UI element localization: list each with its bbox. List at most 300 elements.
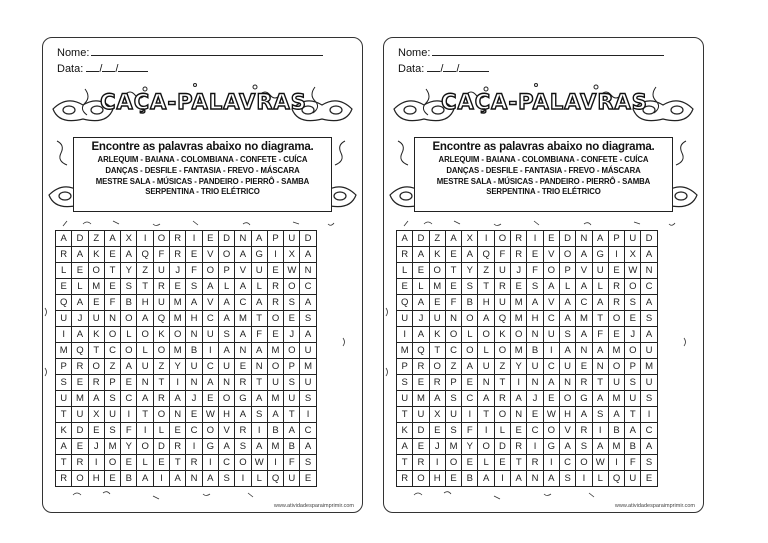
grid-cell[interactable]: M (429, 279, 445, 295)
grid-cell[interactable]: R (170, 247, 186, 263)
grid-cell[interactable]: O (494, 231, 510, 247)
grid-cell[interactable]: N (170, 407, 186, 423)
grid-cell[interactable]: M (608, 391, 624, 407)
grid-cell[interactable]: W (202, 407, 218, 423)
grid-cell[interactable]: L (397, 263, 413, 279)
grid-cell[interactable]: S (56, 375, 72, 391)
grid-cell[interactable]: E (104, 279, 120, 295)
grid-cell[interactable]: A (121, 359, 137, 375)
grid-cell[interactable]: O (445, 327, 461, 343)
grid-cell[interactable]: R (511, 439, 527, 455)
grid-cell[interactable]: A (251, 343, 267, 359)
grid-cell[interactable]: A (543, 471, 559, 487)
grid-cell[interactable]: S (186, 279, 202, 295)
grid-cell[interactable]: V (543, 247, 559, 263)
grid-cell[interactable]: A (413, 327, 429, 343)
grid-cell[interactable]: N (527, 471, 543, 487)
grid-cell[interactable]: X (284, 247, 300, 263)
grid-cell[interactable]: P (284, 359, 300, 375)
grid-cell[interactable]: A (543, 279, 559, 295)
grid-cell[interactable]: E (413, 375, 429, 391)
grid-cell[interactable]: L (462, 327, 478, 343)
grid-cell[interactable]: A (300, 439, 316, 455)
grid-cell[interactable]: A (56, 231, 72, 247)
grid-cell[interactable]: O (202, 423, 218, 439)
grid-cell[interactable]: S (445, 423, 461, 439)
grid-cell[interactable]: S (445, 391, 461, 407)
grid-cell[interactable]: F (625, 455, 641, 471)
grid-cell[interactable]: K (88, 247, 104, 263)
grid-cell[interactable]: A (202, 279, 218, 295)
grid-cell[interactable]: Y (462, 263, 478, 279)
grid-cell[interactable]: L (137, 343, 153, 359)
grid-cell[interactable]: N (511, 407, 527, 423)
grid-cell[interactable]: J (511, 263, 527, 279)
grid-cell[interactable]: M (641, 359, 657, 375)
grid-cell[interactable]: O (284, 279, 300, 295)
grid-cell[interactable]: I (494, 471, 510, 487)
grid-cell[interactable]: S (397, 375, 413, 391)
grid-cell[interactable]: O (137, 439, 153, 455)
grid-cell[interactable]: C (186, 423, 202, 439)
grid-cell[interactable]: M (608, 439, 624, 455)
grid-cell[interactable]: A (592, 439, 608, 455)
grid-cell[interactable]: G (576, 391, 592, 407)
grid-cell[interactable]: O (88, 263, 104, 279)
grid-cell[interactable]: B (462, 471, 478, 487)
grid-cell[interactable]: Y (121, 439, 137, 455)
grid-cell[interactable]: I (608, 247, 624, 263)
grid-cell[interactable]: A (543, 375, 559, 391)
grid-cell[interactable]: O (121, 311, 137, 327)
grid-cell[interactable]: E (170, 423, 186, 439)
grid-cell[interactable]: W (251, 455, 267, 471)
grid-cell[interactable]: A (592, 295, 608, 311)
grid-cell[interactable]: I (186, 231, 202, 247)
grid-cell[interactable]: A (625, 423, 641, 439)
grid-cell[interactable]: R (153, 391, 169, 407)
grid-cell[interactable]: R (56, 247, 72, 263)
grid-cell[interactable]: J (186, 391, 202, 407)
grid-cell[interactable]: O (559, 391, 575, 407)
grid-cell[interactable]: R (494, 391, 510, 407)
grid-cell[interactable]: S (592, 407, 608, 423)
grid-cell[interactable]: A (478, 391, 494, 407)
grid-cell[interactable]: E (121, 455, 137, 471)
grid-cell[interactable]: A (462, 359, 478, 375)
grid-cell[interactable]: G (592, 247, 608, 263)
grid-cell[interactable]: O (494, 343, 510, 359)
grid-cell[interactable]: A (592, 343, 608, 359)
grid-cell[interactable]: I (576, 471, 592, 487)
grid-cell[interactable]: T (592, 311, 608, 327)
grid-cell[interactable]: A (576, 279, 592, 295)
grid-cell[interactable]: C (218, 455, 234, 471)
grid-cell[interactable]: N (186, 327, 202, 343)
grid-cell[interactable]: N (251, 359, 267, 375)
grid-cell[interactable]: S (104, 391, 120, 407)
grid-cell[interactable]: R (576, 375, 592, 391)
grid-cell[interactable]: N (235, 231, 251, 247)
grid-cell[interactable]: Q (608, 471, 624, 487)
grid-cell[interactable]: O (511, 327, 527, 343)
grid-cell[interactable]: M (397, 343, 413, 359)
grid-cell[interactable]: G (251, 247, 267, 263)
grid-cell[interactable]: B (186, 343, 202, 359)
grid-cell[interactable]: F (104, 295, 120, 311)
grid-cell[interactable]: L (137, 455, 153, 471)
grid-cell[interactable]: Z (478, 263, 494, 279)
grid-cell[interactable]: F (186, 263, 202, 279)
grid-cell[interactable]: S (235, 439, 251, 455)
grid-cell[interactable]: U (284, 471, 300, 487)
grid-cell[interactable]: B (625, 439, 641, 455)
grid-cell[interactable]: O (202, 263, 218, 279)
grid-cell[interactable]: R (170, 439, 186, 455)
grid-cell[interactable]: C (576, 295, 592, 311)
grid-cell[interactable]: A (527, 295, 543, 311)
grid-cell[interactable]: F (153, 247, 169, 263)
grid-cell[interactable]: M (445, 439, 461, 455)
grid-cell[interactable]: N (218, 375, 234, 391)
grid-cell[interactable]: D (641, 231, 657, 247)
grid-cell[interactable]: U (641, 343, 657, 359)
grid-cell[interactable]: T (56, 407, 72, 423)
grid-cell[interactable]: Q (72, 343, 88, 359)
grid-cell[interactable]: B (121, 295, 137, 311)
grid-cell[interactable]: E (511, 279, 527, 295)
grid-cell[interactable]: A (462, 247, 478, 263)
grid-cell[interactable]: J (72, 311, 88, 327)
grid-cell[interactable]: U (413, 407, 429, 423)
grid-cell[interactable]: U (218, 359, 234, 375)
grid-cell[interactable]: E (429, 295, 445, 311)
grid-cell[interactable]: A (300, 327, 316, 343)
grid-cell[interactable]: A (202, 471, 218, 487)
grid-cell[interactable]: U (251, 263, 267, 279)
grid-cell[interactable]: I (527, 439, 543, 455)
grid-cell[interactable]: L (413, 279, 429, 295)
grid-cell[interactable]: U (186, 359, 202, 375)
grid-cell[interactable]: E (104, 471, 120, 487)
grid-cell[interactable]: U (284, 231, 300, 247)
grid-cell[interactable]: D (72, 423, 88, 439)
grid-cell[interactable]: S (641, 391, 657, 407)
grid-cell[interactable]: Q (413, 343, 429, 359)
grid-cell[interactable]: E (576, 359, 592, 375)
grid-cell[interactable]: K (429, 327, 445, 343)
grid-cell[interactable]: Y (170, 359, 186, 375)
grid-cell[interactable]: M (576, 311, 592, 327)
grid-cell[interactable]: S (625, 375, 641, 391)
grid-cell[interactable]: C (104, 343, 120, 359)
grid-cell[interactable]: R (235, 423, 251, 439)
grid-cell[interactable]: I (543, 455, 559, 471)
grid-cell[interactable]: E (267, 327, 283, 343)
grid-cell[interactable]: C (543, 311, 559, 327)
grid-cell[interactable]: O (218, 391, 234, 407)
grid-cell[interactable]: T (153, 375, 169, 391)
grid-cell[interactable]: X (121, 231, 137, 247)
grid-cell[interactable]: S (284, 375, 300, 391)
grid-cell[interactable]: T (429, 343, 445, 359)
grid-cell[interactable]: C (543, 359, 559, 375)
grid-cell[interactable]: N (300, 263, 316, 279)
grid-cell[interactable]: Q (56, 295, 72, 311)
grid-cell[interactable]: Z (153, 359, 169, 375)
grid-cell[interactable]: A (218, 295, 234, 311)
grid-cell[interactable]: E (202, 231, 218, 247)
grid-cell[interactable]: R (397, 247, 413, 263)
grid-cell[interactable]: O (153, 343, 169, 359)
grid-cell[interactable]: E (202, 391, 218, 407)
grid-cell[interactable]: U (397, 391, 413, 407)
grid-cell[interactable]: T (592, 375, 608, 391)
grid-cell[interactable]: P (625, 359, 641, 375)
grid-cell[interactable]: T (284, 407, 300, 423)
grid-cell[interactable]: J (429, 439, 445, 455)
grid-cell[interactable]: O (218, 247, 234, 263)
grid-cell[interactable]: V (202, 295, 218, 311)
grid-cell[interactable]: O (576, 455, 592, 471)
grid-cell[interactable]: A (121, 247, 137, 263)
grid-cell[interactable]: N (559, 375, 575, 391)
grid-cell[interactable]: P (445, 375, 461, 391)
grid-cell[interactable]: D (300, 231, 316, 247)
grid-cell[interactable]: Z (104, 359, 120, 375)
grid-cell[interactable]: S (284, 295, 300, 311)
grid-cell[interactable]: U (641, 375, 657, 391)
grid-cell[interactable]: E (88, 423, 104, 439)
grid-cell[interactable]: M (56, 343, 72, 359)
grid-cell[interactable]: O (121, 343, 137, 359)
grid-cell[interactable]: E (543, 231, 559, 247)
grid-cell[interactable]: D (494, 439, 510, 455)
grid-cell[interactable]: A (641, 327, 657, 343)
grid-cell[interactable]: T (137, 279, 153, 295)
grid-cell[interactable]: O (462, 343, 478, 359)
grid-cell[interactable]: M (413, 391, 429, 407)
grid-cell[interactable]: I (641, 407, 657, 423)
grid-cell[interactable]: T (170, 455, 186, 471)
grid-cell[interactable]: A (251, 231, 267, 247)
grid-cell[interactable]: A (300, 247, 316, 263)
grid-cell[interactable]: P (56, 359, 72, 375)
grid-cell[interactable]: C (559, 455, 575, 471)
grid-cell[interactable]: U (300, 375, 316, 391)
grid-cell[interactable]: O (153, 407, 169, 423)
grid-cell[interactable]: A (641, 247, 657, 263)
grid-cell[interactable]: R (413, 359, 429, 375)
grid-cell[interactable]: W (592, 455, 608, 471)
grid-cell[interactable]: N (576, 343, 592, 359)
grid-cell[interactable]: R (170, 231, 186, 247)
grid-cell[interactable]: A (559, 343, 575, 359)
grid-cell[interactable]: A (445, 231, 461, 247)
grid-cell[interactable]: R (56, 471, 72, 487)
grid-cell[interactable]: L (153, 423, 169, 439)
grid-cell[interactable]: A (511, 391, 527, 407)
grid-cell[interactable]: L (121, 327, 137, 343)
grid-cell[interactable]: S (641, 455, 657, 471)
grid-cell[interactable]: M (170, 311, 186, 327)
grid-cell[interactable]: Z (88, 231, 104, 247)
grid-cell[interactable]: Z (445, 359, 461, 375)
grid-cell[interactable]: I (511, 375, 527, 391)
grid-cell[interactable]: N (235, 343, 251, 359)
grid-cell[interactable]: N (527, 375, 543, 391)
grid-cell[interactable]: A (88, 391, 104, 407)
grid-cell[interactable]: E (235, 359, 251, 375)
grid-cell[interactable]: Q (153, 311, 169, 327)
grid-cell[interactable]: R (72, 359, 88, 375)
grid-cell[interactable]: U (608, 375, 624, 391)
grid-cell[interactable]: E (608, 327, 624, 343)
grid-cell[interactable]: E (300, 471, 316, 487)
grid-cell[interactable]: O (267, 311, 283, 327)
grid-cell[interactable]: N (137, 375, 153, 391)
grid-cell[interactable]: A (186, 295, 202, 311)
grid-cell[interactable]: N (527, 327, 543, 343)
grid-cell[interactable]: H (559, 407, 575, 423)
grid-cell[interactable]: A (559, 311, 575, 327)
grid-cell[interactable]: I (300, 407, 316, 423)
grid-cell[interactable]: E (397, 279, 413, 295)
grid-cell[interactable]: I (527, 231, 543, 247)
grid-cell[interactable]: C (462, 391, 478, 407)
grid-cell[interactable]: A (478, 471, 494, 487)
grid-cell[interactable]: D (218, 231, 234, 247)
grid-cell[interactable]: B (462, 295, 478, 311)
grid-cell[interactable]: R (88, 375, 104, 391)
grid-cell[interactable]: A (559, 439, 575, 455)
grid-cell[interactable]: R (511, 231, 527, 247)
grid-cell[interactable]: E (527, 407, 543, 423)
grid-cell[interactable]: I (235, 471, 251, 487)
grid-cell[interactable]: B (608, 423, 624, 439)
grid-cell[interactable]: J (88, 439, 104, 455)
grid-cell[interactable]: E (445, 279, 461, 295)
grid-cell[interactable]: U (104, 407, 120, 423)
grid-cell[interactable]: T (511, 455, 527, 471)
grid-cell[interactable]: R (153, 279, 169, 295)
grid-cell[interactable]: R (397, 471, 413, 487)
grid-cell[interactable]: S (300, 311, 316, 327)
grid-cell[interactable]: O (104, 455, 120, 471)
grid-cell[interactable]: S (121, 279, 137, 295)
grid-cell[interactable]: L (478, 455, 494, 471)
grid-cell[interactable]: I (429, 455, 445, 471)
grid-cell[interactable]: O (478, 327, 494, 343)
grid-cell[interactable]: E (608, 263, 624, 279)
grid-cell[interactable]: E (445, 471, 461, 487)
grid-cell[interactable]: A (559, 295, 575, 311)
grid-cell[interactable]: L (251, 471, 267, 487)
grid-cell[interactable]: N (641, 263, 657, 279)
grid-cell[interactable]: O (170, 327, 186, 343)
grid-cell[interactable]: C (121, 391, 137, 407)
grid-cell[interactable]: K (429, 247, 445, 263)
grid-cell[interactable]: H (88, 471, 104, 487)
grid-cell[interactable]: A (235, 407, 251, 423)
grid-cell[interactable]: O (284, 343, 300, 359)
grid-cell[interactable]: A (218, 439, 234, 455)
grid-cell[interactable]: G (543, 439, 559, 455)
grid-cell[interactable]: M (267, 343, 283, 359)
grid-cell[interactable]: M (88, 279, 104, 295)
grid-cell[interactable]: N (186, 375, 202, 391)
grid-cell[interactable]: E (170, 279, 186, 295)
grid-cell[interactable]: E (56, 279, 72, 295)
grid-cell[interactable]: T (251, 375, 267, 391)
grid-cell[interactable]: U (56, 311, 72, 327)
grid-cell[interactable]: A (267, 407, 283, 423)
grid-cell[interactable]: I (137, 231, 153, 247)
grid-cell[interactable]: A (235, 327, 251, 343)
grid-cell[interactable]: D (72, 231, 88, 247)
grid-cell[interactable]: L (592, 471, 608, 487)
grid-cell[interactable]: O (445, 455, 461, 471)
grid-cell[interactable]: B (527, 343, 543, 359)
grid-cell[interactable]: L (478, 343, 494, 359)
grid-cell[interactable]: M (608, 343, 624, 359)
grid-cell[interactable]: O (153, 231, 169, 247)
grid-cell[interactable]: E (413, 263, 429, 279)
grid-cell[interactable]: G (202, 439, 218, 455)
grid-cell[interactable]: O (72, 471, 88, 487)
grid-cell[interactable]: I (202, 455, 218, 471)
grid-cell[interactable]: P (608, 231, 624, 247)
grid-cell[interactable]: A (137, 471, 153, 487)
grid-cell[interactable]: E (527, 247, 543, 263)
grid-cell[interactable]: U (478, 359, 494, 375)
grid-cell[interactable]: Y (462, 439, 478, 455)
grid-cell[interactable]: A (170, 471, 186, 487)
grid-cell[interactable]: O (429, 263, 445, 279)
grid-cell[interactable]: A (251, 295, 267, 311)
grid-cell[interactable]: R (527, 455, 543, 471)
grid-cell[interactable]: L (592, 279, 608, 295)
grid-cell[interactable]: V (559, 423, 575, 439)
grid-cell[interactable]: X (88, 407, 104, 423)
grid-cell[interactable]: W (284, 263, 300, 279)
grid-cell[interactable]: S (625, 295, 641, 311)
grid-cell[interactable]: A (608, 407, 624, 423)
grid-cell[interactable]: M (104, 439, 120, 455)
grid-cell[interactable]: A (202, 375, 218, 391)
grid-cell[interactable]: U (153, 263, 169, 279)
grid-cell[interactable]: T (88, 343, 104, 359)
grid-cell[interactable]: Y (511, 359, 527, 375)
grid-cell[interactable]: U (153, 295, 169, 311)
grid-cell[interactable]: L (559, 279, 575, 295)
grid-cell[interactable]: O (543, 423, 559, 439)
grid-cell[interactable]: O (104, 327, 120, 343)
grid-cell[interactable]: I (56, 327, 72, 343)
grid-cell[interactable]: V (202, 247, 218, 263)
grid-cell[interactable]: C (300, 423, 316, 439)
grid-cell[interactable]: O (429, 359, 445, 375)
grid-cell[interactable]: A (641, 439, 657, 455)
grid-cell[interactable]: T (478, 279, 494, 295)
grid-cell[interactable]: A (511, 471, 527, 487)
grid-cell[interactable]: J (284, 327, 300, 343)
grid-cell[interactable]: B (267, 423, 283, 439)
grid-cell[interactable]: E (511, 423, 527, 439)
grid-cell[interactable]: M (235, 311, 251, 327)
grid-cell[interactable]: E (494, 455, 510, 471)
grid-cell[interactable]: V (576, 263, 592, 279)
